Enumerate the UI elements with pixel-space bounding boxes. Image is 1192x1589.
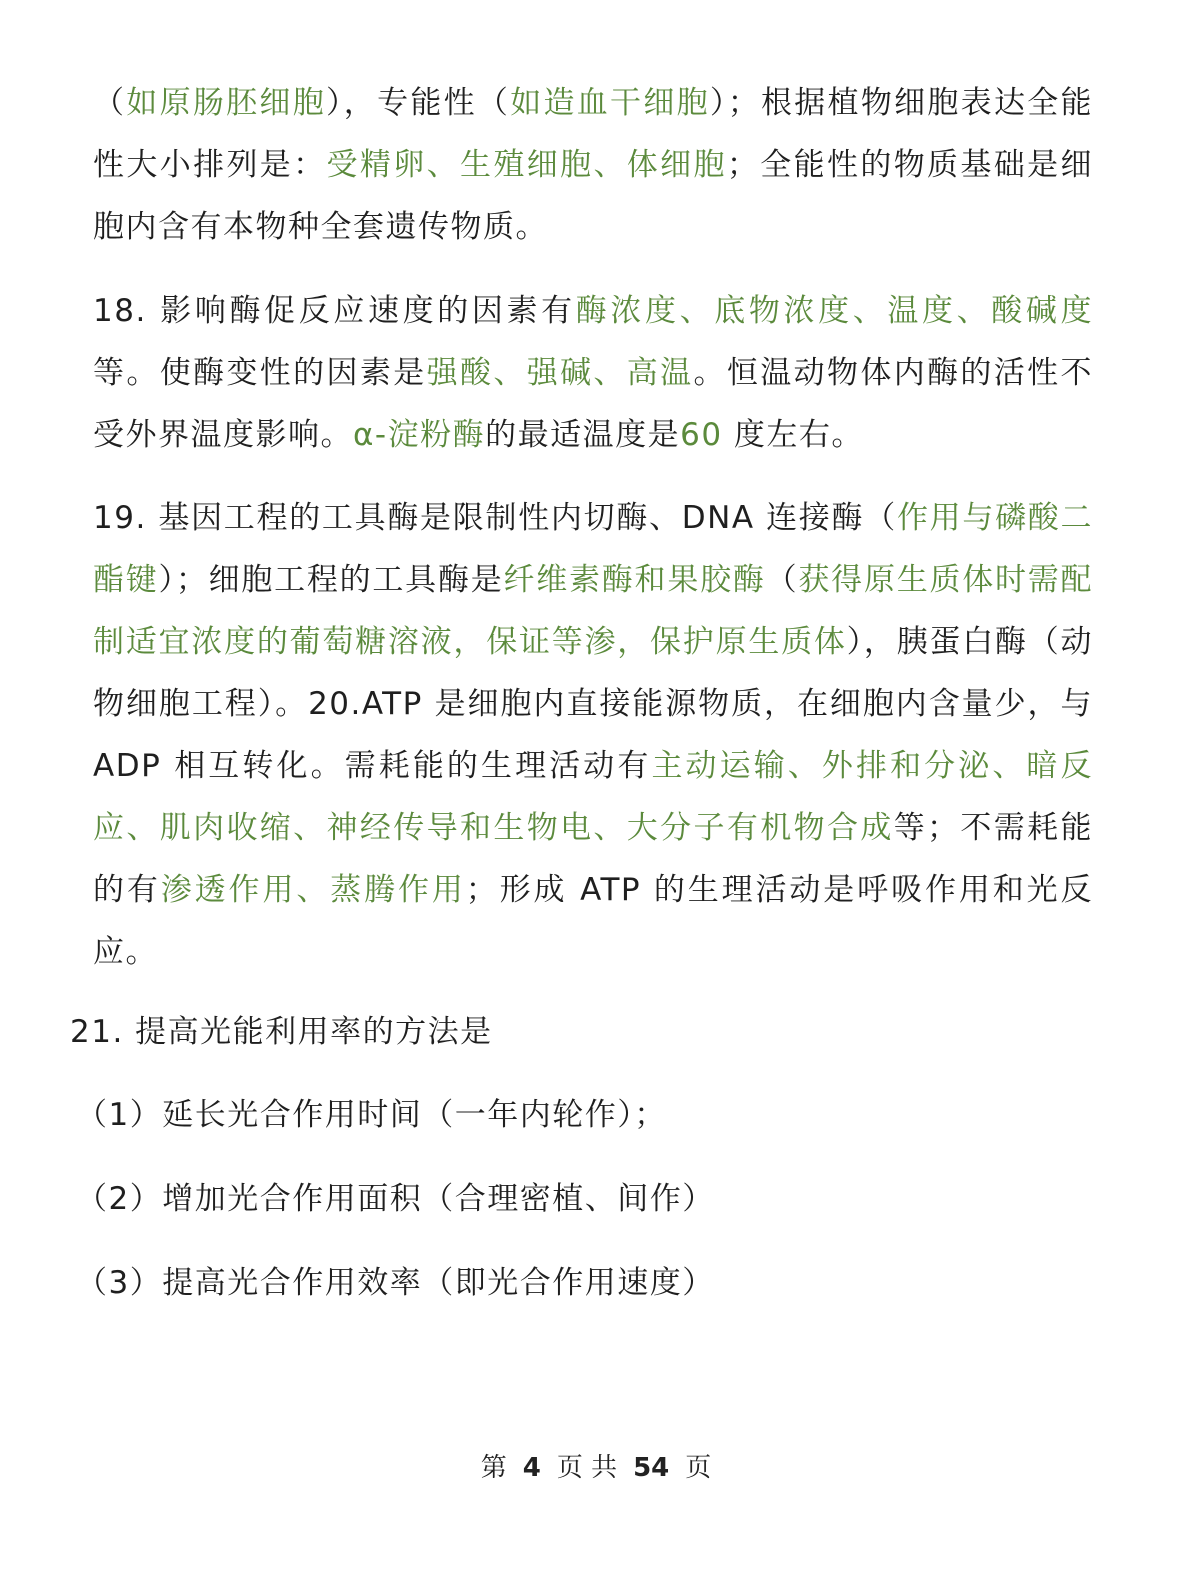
paragraph-19-20-enzymes-atp — [93, 487, 1093, 983]
item-21-method-1: （1）延长光合作用时间（一年内轮作）； — [76, 1097, 667, 1133]
item-21-method-2: （2）增加光合作用面积（合理密植、间作） — [76, 1181, 715, 1217]
body-text: ；形成 ATP 的生理活动是呼吸作用和光反应。 — [93, 872, 1094, 970]
item-21-method-3: （3）提高光合作用效率（即光合作用速度） — [76, 1265, 715, 1301]
body-text: 的最适温度是 — [485, 417, 681, 453]
highlighted-answer-text: 获得原生质体时需配制适宜浓度的葡萄糖溶液，保证等渗，保护原生质体 — [93, 562, 1094, 660]
body-text: （ — [93, 85, 127, 121]
paragraph-18-enzyme-factors — [93, 280, 1093, 466]
body-text: 18. 影响酶促反应速度的因素有 — [93, 293, 576, 329]
highlighted-answer-text: 如造血干细胞 — [510, 85, 710, 121]
paragraph-totipotency — [93, 72, 1093, 258]
highlighted-answer-text: 酶浓度、底物浓度、温度、酸碱度 — [575, 293, 1093, 329]
highlighted-answer-text: 作用与磷酸二酯键 — [93, 500, 1093, 598]
body-text: 19. 基因工程的工具酶是限制性内切酶、DNA 连接酶（ — [93, 500, 897, 536]
body-text: ；全能性的物质基础是细胞内含有本物种全套遗传物质。 — [93, 147, 1094, 245]
footer-total-pages: 54 — [633, 1453, 670, 1483]
highlighted-answer-text: 主动运输、外排和分泌、暗反应、肌肉收缩、神经传导和生物电、大分子有机物合成 — [93, 748, 1094, 846]
body-text: 等；不需耗能的有 — [93, 810, 1093, 908]
body-text: ），胰蛋白酶（动物细胞工程）。20.ATP 是细胞内直接能源物质，在细胞内含量少，与 ADP 相互转化。需耗能的生理活动有 — [93, 624, 1094, 784]
footer-page-number: 4 — [522, 1453, 541, 1483]
highlighted-answer-text: 受精卵、生殖细胞、体细胞 — [326, 147, 727, 183]
body-text: ）；根据植物细胞表达全能性大小排列是： — [93, 85, 1094, 183]
footer-middle: 页 共 — [556, 1453, 618, 1483]
page-number-footer — [0, 1450, 1192, 1486]
footer-suffix: 页 — [685, 1453, 712, 1483]
highlighted-answer-text: 如原肠胚细胞 — [126, 85, 326, 121]
body-text: ），专能性（ — [326, 85, 511, 121]
highlighted-answer-text: 60 — [680, 417, 723, 453]
highlighted-answer-text: 渗透作用、蒸腾作用 — [160, 872, 466, 908]
body-text: 。恒温动物体内酶的活性不受外界温度影响。 — [93, 355, 1094, 453]
body-text: 等。使酶变性的因素是 — [93, 355, 427, 391]
body-text: ）；细胞工程的工具酶是 — [158, 562, 504, 598]
highlighted-answer-text: 纤维素酶和果胶酶 — [503, 562, 766, 598]
body-text: （ — [765, 562, 799, 598]
footer-prefix: 第 — [480, 1453, 507, 1483]
highlighted-answer-text: 强酸、强碱、高温 — [426, 355, 694, 391]
highlighted-answer-text: α-淀粉酶 — [353, 417, 486, 453]
item-21-heading: 21. 提高光能利用率的方法是 — [70, 1014, 493, 1050]
body-text: 度左右。 — [722, 417, 864, 453]
